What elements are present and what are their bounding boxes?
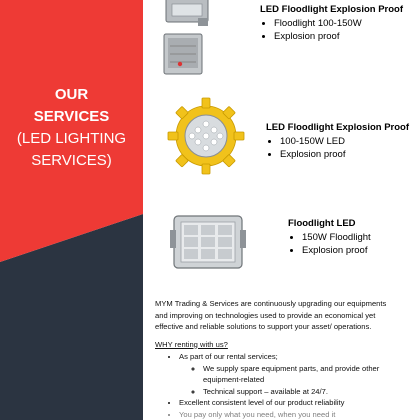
product-text-1 (260, 4, 403, 43)
feature-item: • 100-150W LED (280, 135, 409, 148)
title-line-1: OUR (54, 86, 89, 103)
floodlight-image-3 (170, 210, 246, 272)
product-text-3 (288, 218, 371, 257)
feature-item: • Explosion proof (302, 244, 371, 257)
product-title-1: LED Floodlight Explosion Proof (260, 4, 404, 15)
title-line-2: SERVICES (33, 108, 110, 125)
product-text-2 (266, 122, 409, 161)
product-features-1 (260, 17, 403, 43)
product-title-3: Floodlight LED (288, 218, 356, 229)
reason-sublist (179, 363, 401, 398)
sub-reason-item: ◦ Technical support – available at 24/7. (203, 386, 401, 398)
left-panel-graphic (0, 0, 143, 420)
intro-paragraph: MYM Trading & Services are continuously upgrading our equipments and improving on technologies used to provide an economical yet effective and reliable solutions to support your asset/ operations. (155, 299, 387, 331)
body-text (155, 298, 401, 420)
feature-item: • 150W Floodlight (302, 231, 371, 244)
services-title (0, 84, 143, 172)
reason-text: As part of our rental services; (179, 352, 278, 361)
feature-item: • Explosion proof (280, 148, 409, 161)
feature-item: • Floodlight 100-150W (274, 17, 403, 30)
reasons-list (155, 351, 401, 420)
left-panel (0, 0, 143, 420)
floodlight-image-1 (158, 0, 218, 78)
subtitle-line-1: (LED LIGHTING (16, 130, 127, 147)
product-features-3 (288, 231, 371, 257)
reason-item: • You pay only what you need, when you need it (179, 409, 401, 420)
product-features-2 (266, 135, 409, 161)
sub-reason-item: ◦ We supply spare equipment parts, and provide other equipment-related (203, 363, 401, 386)
reason-item: • Excellent consistent level of our product reliability (179, 397, 401, 409)
floodlight-image-2 (160, 94, 252, 180)
reason-item (179, 351, 401, 397)
feature-item: • Explosion proof (274, 30, 403, 43)
subtitle-line-2: SERVICES) (31, 152, 112, 169)
why-heading: WHY renting with us? (155, 339, 228, 349)
product-title-2: LED Floodlight Explosion Proof (266, 122, 410, 133)
